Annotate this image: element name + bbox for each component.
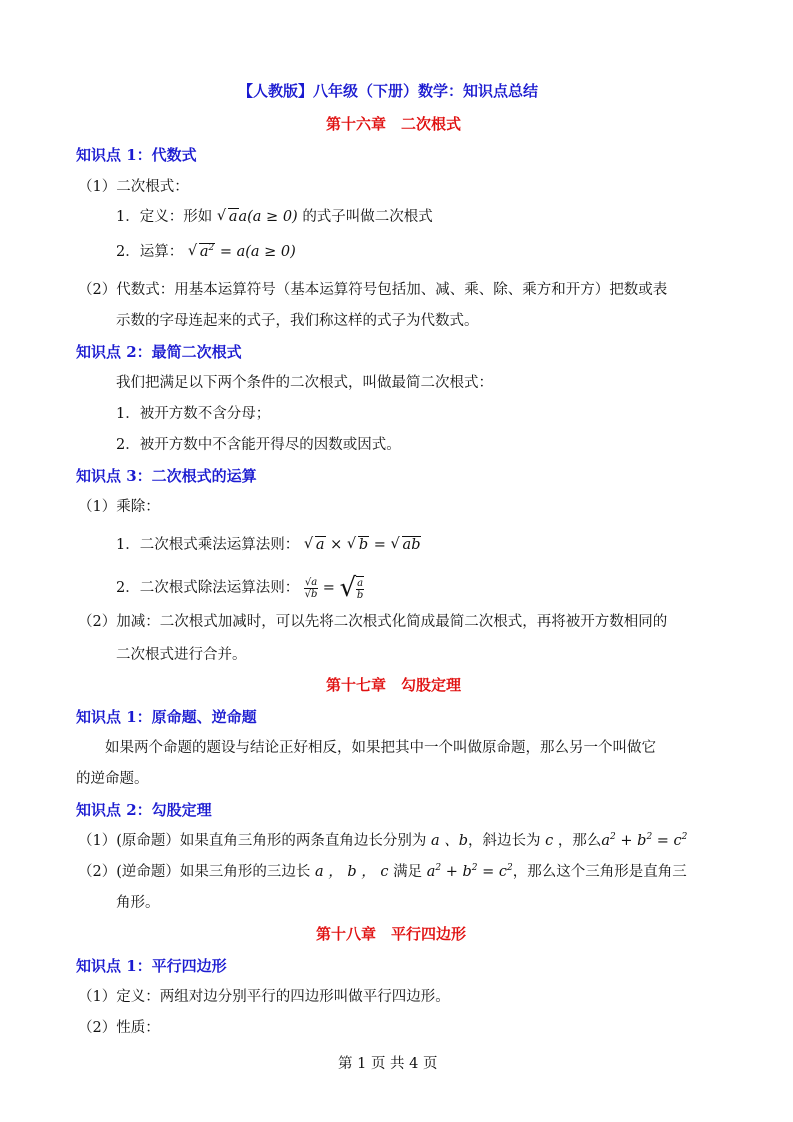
operation-math: √ $a^2 = a(a \ge 0)$ xyxy=(188,244,296,260)
chapter-16-heading: 第十六章 二次根式 xyxy=(326,115,462,133)
item1-end: ，那么 xyxy=(557,833,602,849)
kp-16-2-condition1: 1．被开方数不含分母； xyxy=(116,406,271,422)
definition-prefix: 1．定义：形如 xyxy=(116,209,213,225)
kp-17-2-item2-line2: 角形。 xyxy=(116,895,160,911)
kp-16-2-title: 知识点 2：最简二次根式 xyxy=(76,343,242,361)
kp-16-3-multiplication xyxy=(116,535,421,555)
kp-16-1-item2-line1: （2）代数式：用基本运算符号（基本运算符号包括加、减、乘、除、乘方和开方）把数或表 xyxy=(78,282,668,298)
kp-16-3-title: 知识点 3：二次根式的运算 xyxy=(76,467,257,485)
chapter-18-heading: 第十八章 平行四边形 xyxy=(316,925,467,943)
division-prefix: 2．二次根式除法运算法则： xyxy=(116,580,300,596)
multiplication-formula: √ a × √ b = √ ab xyxy=(304,537,422,553)
multiplication-prefix: 1．二次根式乘法运算法则： xyxy=(116,537,300,553)
kp-16-1-operation xyxy=(116,242,296,262)
kp-16-1-title: 知识点 1：代数式 xyxy=(76,146,197,164)
operation-prefix: 2．运算： xyxy=(116,244,184,260)
page-footer: 第 1 页 共 4 页 xyxy=(338,1056,438,1072)
item2-mid: 满足 xyxy=(393,864,423,880)
kp-18-1-title: 知识点 1：平行四边形 xyxy=(76,957,227,975)
kp-17-1-line2: 的逆命题。 xyxy=(76,771,149,787)
chapter-17-heading: 第十七章 勾股定理 xyxy=(326,676,462,694)
kp-16-1-item2-line2: 示数的字母连起来的式子，我们称这样的式子为代数式。 xyxy=(116,313,479,329)
kp-17-2-item2: （2）(逆命题）如果三角形的三边长 a ， b ， c 满足 $a^2 + b^2 = c^2$，那么这个三角形是直角三 xyxy=(78,863,687,880)
kp-18-1-item1: （1）定义：两组对边分别平行的四边形叫做平行四边形。 xyxy=(78,989,450,1005)
item2-end: ，那么这个三角形是直角三 xyxy=(512,864,687,880)
definition-suffix: 的式子叫做二次根式 xyxy=(302,209,433,225)
division-formula: $\frac{√a}{√b}$ = √ $\frac{a}{b}$ xyxy=(304,573,364,603)
item1-text: （1）(原命题）如果直角三角形的两条直角边长分别为 xyxy=(78,833,427,849)
kp-16-1-definition xyxy=(116,207,433,227)
kp-17-2-title: 知识点 2：勾股定理 xyxy=(76,801,212,819)
kp-16-3-item1: （1）乘除： xyxy=(78,499,160,515)
kp-16-3-division xyxy=(116,571,364,605)
kp-16-2-intro: 我们把满足以下两个条件的二次根式，叫做最简二次根式： xyxy=(116,375,493,391)
kp-17-2-item1: （1）(原命题）如果直角三角形的两条直角边长分别为 a 、b，斜边长为 c ，那么$a^2 + b^2 = c^2$ xyxy=(78,832,688,849)
item2-text: （2）(逆命题）如果三角形的三边长 xyxy=(78,864,311,880)
kp-16-2-condition2: 2．被开方数中不含能开得尽的因数或因式。 xyxy=(116,437,401,453)
kp-17-1-title: 知识点 1：原命题、逆命题 xyxy=(76,708,257,726)
document-title: 【人教版】八年级（下册）数学：知识点总结 xyxy=(238,82,539,100)
definition-math: √ aa(a ≥ 0) xyxy=(217,209,298,225)
kp-17-1-line1: 如果两个命题的题设与结论正好相反，如果把其中一个叫做原命题，那么另一个叫做它 xyxy=(105,740,656,756)
kp-16-1-item1: （1）二次根式： xyxy=(78,179,189,195)
kp-16-3-item2-line1: （2）加减：二次根式加减时，可以先将二次根式化简成最简二次根式，再将被开方数相同的 xyxy=(78,614,668,630)
kp-18-1-item2: （2）性质： xyxy=(78,1020,160,1036)
kp-16-3-item2-line2: 二次根式进行合并。 xyxy=(116,647,247,663)
item1-mid: ，斜边长为 xyxy=(468,833,541,849)
